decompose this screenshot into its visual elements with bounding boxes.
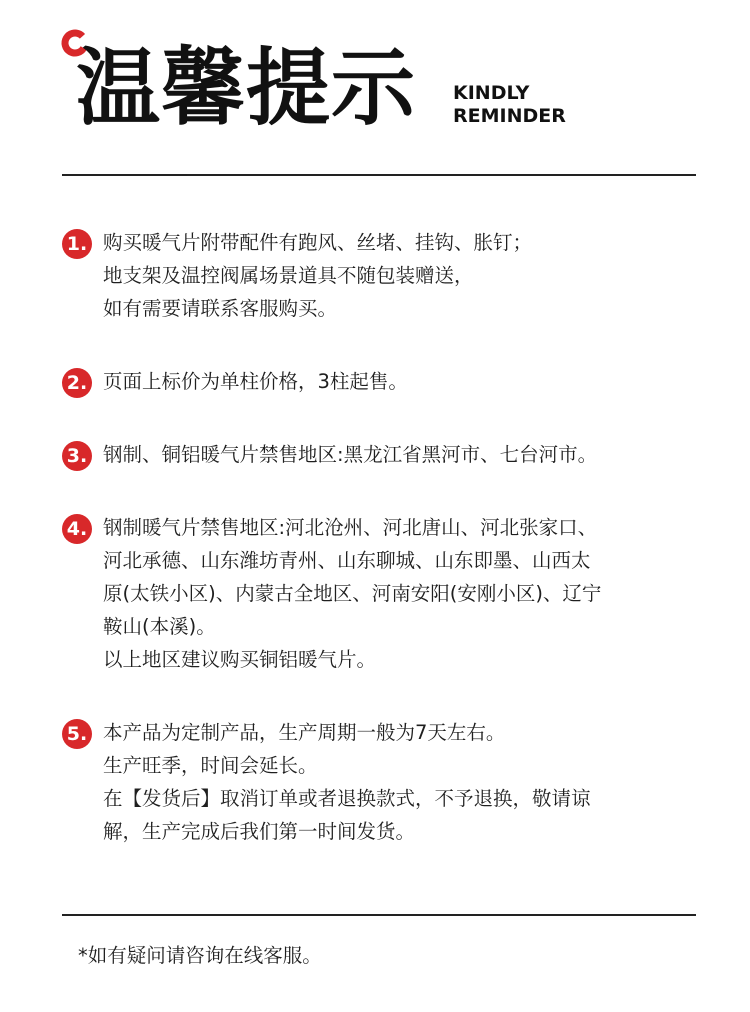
notice-item-4 [62, 511, 702, 676]
notice-line: 钢制、铜铝暖气片禁售地区:黑龙江省黑河市、七台河市。 [103, 443, 598, 466]
subtitle-line-2: REMINDER [453, 105, 566, 127]
notice-line: 购买暖气片附带配件有跑风、丝堵、挂钩、胀钉； [103, 231, 533, 254]
notice-line: 河北承德、山东潍坊青州、山东聊城、山东即墨、山西太 [103, 549, 591, 572]
notice-line: 原(太铁小区)、内蒙古全地区、河南安阳(安刚小区)、辽宁 [103, 582, 602, 605]
subtitle-line-1: KINDLY [453, 82, 530, 104]
top-divider [62, 174, 696, 176]
notice-line: 在【发货后】取消订单或者退换款式，不予退换，敬请谅 [103, 787, 591, 810]
header [60, 28, 700, 138]
number-badge: 1. [62, 229, 92, 259]
notice-list [62, 226, 702, 888]
notice-line: 生产旺季，时间会延长。 [103, 754, 318, 777]
footer-note: *如有疑问请咨询在线客服。 [78, 944, 322, 967]
notice-line: 如有需要请联系客服购买。 [103, 297, 338, 320]
notice-line: 地支架及温控阀属场景道具不随包装赠送， [103, 264, 474, 287]
number-badge: 4. [62, 514, 92, 544]
notice-line: 钢制暖气片禁售地区:河北沧州、河北唐山、河北张家口、 [103, 516, 598, 539]
notice-line: 本产品为定制产品，生产周期一般为7天左右。 [103, 721, 506, 744]
page-subtitle [453, 82, 566, 128]
notice-line: 页面上标价为单柱价格，3柱起售。 [103, 370, 408, 393]
notice-line: 鞍山(本溪)。 [103, 615, 216, 638]
notice-item-3 [62, 438, 702, 471]
number-badge: 5. [62, 719, 92, 749]
bottom-divider [62, 914, 696, 916]
number-badge: 3. [62, 441, 92, 471]
notice-item-1 [62, 226, 702, 325]
notice-item-5 [62, 716, 702, 848]
notice-line: 解，生产完成后我们第一时间发货。 [103, 820, 416, 843]
notice-item-2 [62, 365, 702, 398]
page-title: 温馨提示 [76, 39, 417, 137]
notice-line: 以上地区建议购买铜铝暖气片。 [103, 648, 377, 671]
number-badge: 2. [62, 368, 92, 398]
